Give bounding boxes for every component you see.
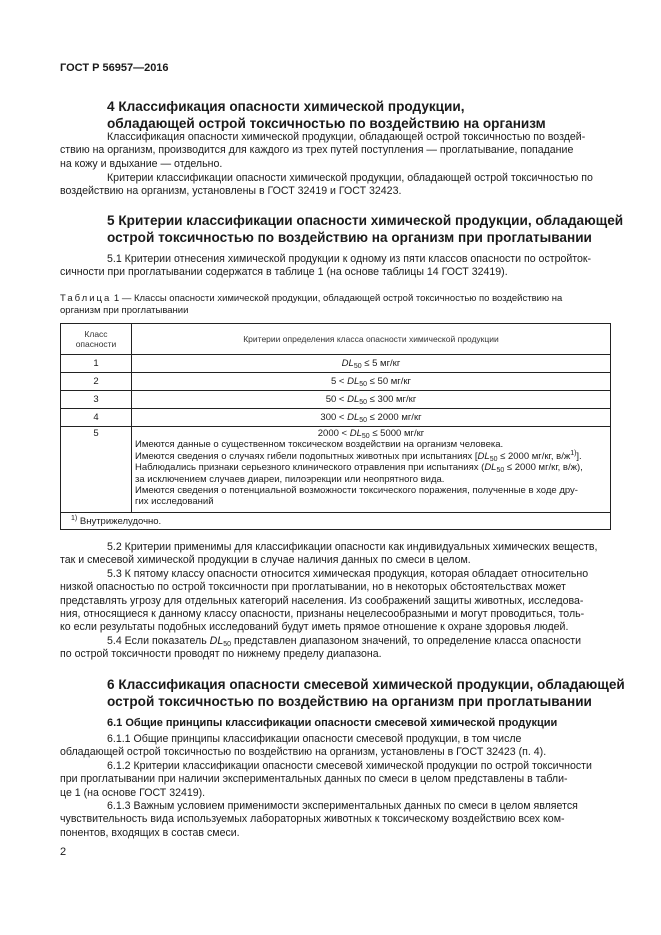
section-title-line: острой токсичностью по воздействию на организм при проглатывании <box>107 694 592 709</box>
header-class: Класс опасности <box>61 324 132 355</box>
table-row <box>61 391 611 409</box>
text-line: це 1 (на основе ГОСТ 32419). <box>60 786 206 799</box>
section-4-paragraph-2 <box>60 172 611 199</box>
criteria-range: $2000 < DL_{50} \le 5000$ мг/кг <box>317 428 425 440</box>
section-4-title <box>107 98 546 132</box>
text-line: при проглатывании при наличии экспериментальных данных по смеси в целом представлены в табли- <box>60 773 568 786</box>
text-line: так и смесевой химической продукции в случае наличия данных по смеси в целом. <box>60 554 471 567</box>
caption-text: организм при проглатывании <box>60 304 189 316</box>
paragraph-6-1-2 <box>60 760 611 800</box>
text-line: ствию на организм, производится для каждого из трех путей поступления — проглатывание, попадание <box>60 144 574 157</box>
cell-criteria: $DL_{50} \le 5$ мг/кг <box>132 355 611 373</box>
text-line: 6.1.2 Критерии классификации опасности смесевой химической продукции по острой токсичности <box>107 760 592 772</box>
paragraph-6-1-3 <box>60 800 611 840</box>
criteria-line: Имеются данные о существенном токсическом воздействии на организм человека. <box>135 439 504 451</box>
section-6-title <box>107 676 625 710</box>
section-title-line: обладающей острой токсичностью по воздействию на организм <box>107 116 546 131</box>
criteria-line: за исключением случаев диареи, пилоэрекции или неопрятного вида. <box>135 473 445 485</box>
text-line: на кожу и вдыхание — отдельно. <box>60 157 223 170</box>
caption-text: 1 — Классы опасности химической продукции, обладающей острой токсичностью по воздействию на <box>113 293 563 304</box>
text-line: сичности при проглатывании содержатся в таблице 1 (на основе таблицы 14 ГОСТ 32419). <box>60 266 508 279</box>
text-line: воздействию на организм, установлены в ГОСТ 32419 и ГОСТ 32423. <box>60 185 402 198</box>
cell-criteria <box>132 427 611 513</box>
text-line: ния, относящиеся к данному классу опасности, признаны нецелесообразными и могут проводиться, толь- <box>60 607 585 620</box>
paragraph-6-1-1 <box>60 733 611 760</box>
section-4-paragraph-1 <box>60 131 611 171</box>
section-5-title <box>107 212 623 246</box>
table-caption <box>60 293 611 316</box>
table-footnote-row <box>61 513 611 530</box>
text-line: 5.2 Критерии применимы для классификации опасности как индивидуальных химических веществ, <box>107 541 598 553</box>
cell-class: 2 <box>61 373 132 391</box>
text-line: Классификация опасности химической продукции, обладающей острой токсичностью по воздей- <box>107 131 586 143</box>
subsection-6-1-title: 6.1 Общие принципы классификации опасности смесевой химической продукции <box>107 717 558 729</box>
cell-class: 1 <box>61 355 132 373</box>
paragraph-5-3 <box>60 568 611 634</box>
cell-criteria: $300 < DL_{50} \le 2000$ мг/кг <box>132 409 611 427</box>
criteria-line: Имеются сведения о потенциальной возможности токсического поражения, полученные в ходе дру- <box>135 485 578 497</box>
caption-word: Таблица <box>60 293 112 304</box>
table-row <box>61 373 611 391</box>
text-line: представлять угрозу для отдельных категорий населения. Из соображений защиты животных, исследова- <box>60 594 584 607</box>
section-title-line: 5 Критерии классификации опасности химической продукции, обладающей <box>107 213 624 228</box>
paragraph-5-2 <box>60 541 611 568</box>
text-line: ко если результаты подобных исследований будут иметь прямое отношение к охране здоровья людей. <box>60 621 569 634</box>
criteria-line: гих исследований <box>135 496 214 508</box>
paragraph-5-4 <box>60 635 611 662</box>
header-criteria: Критерии определения класса опасности химической продукции <box>132 324 611 355</box>
page-number: 2 <box>60 846 67 858</box>
section-title-line: 4 Классификация опасности химической продукции, <box>107 99 465 114</box>
cell-class: 5 <box>61 427 132 513</box>
document-header: ГОСТ Р 56957—2016 <box>60 62 169 74</box>
text-line: низкой опасностью по острой токсичности при проглатывании, но в некоторых обстоятельствах может <box>60 581 566 594</box>
text-line: по острой токсичности проводят по нижнему пределу диапазона. <box>60 648 382 661</box>
cell-class: 3 <box>61 391 132 409</box>
table-row <box>61 355 611 373</box>
table-row <box>61 427 611 513</box>
text-line: обладающей острой токсичностью по воздействию на организм, установлены в ГОСТ 32423 (п. 4). <box>60 746 547 759</box>
text-line: 5.3 К пятому классу опасности относится химическая продукция, которая обладает относительно <box>107 568 589 580</box>
section-title-line: острой токсичностью по воздействию на организм при проглатывании <box>107 230 592 245</box>
cell-criteria: $50 < DL_{50} \le 300$ мг/кг <box>132 391 611 409</box>
table-header-row <box>61 324 611 355</box>
text-line: 6.1.1 Общие принципы классификации опасности смесевой продукции, в том числе <box>107 733 522 745</box>
table-footnote: $^{1)}$ Внутрижелудочно. <box>61 513 611 530</box>
cell-class: 4 <box>61 409 132 427</box>
section-title-line: 6 Классификация опасности смесевой химической продукции, обладающей <box>107 677 625 692</box>
text-line: чувствительность вида используемых лабораторных животных к токсическому воздействию всех ком- <box>60 813 565 826</box>
text-line: Критерии классификации опасности химической продукции, обладающей острой токсичностью по <box>107 172 593 184</box>
criteria-line: Наблюдались признаки серьезного клинического отравления при испытаниях ($DL_{50} \le 2000$ мг/кг, в/ж), <box>135 462 583 475</box>
cell-criteria: $5 < DL_{50} \le 50$ мг/кг <box>132 373 611 391</box>
text-line: понентов, входящих в состав смеси. <box>60 826 240 839</box>
paragraph-5-1 <box>60 253 611 280</box>
criteria-line: Имеются сведения о случаях гибели подопытных животных при испытаниях [$DL_{50} \le 2000$ мг/кг, $в/ж^{1)}$]. <box>135 449 582 463</box>
text-line: 6.1.3 Важным условием применимости экспериментальных данных по смеси в целом является <box>107 800 578 812</box>
table-row <box>61 409 611 427</box>
hazard-class-table <box>60 323 611 530</box>
text-line: 5.4 Если показатель $DL_{50}$ представлен диапазоном значений, то определение класса опасности <box>107 635 582 648</box>
text-line: 5.1 Критерии отнесения химической продукции к одному из пяти классов опасности по остройток- <box>107 253 592 265</box>
